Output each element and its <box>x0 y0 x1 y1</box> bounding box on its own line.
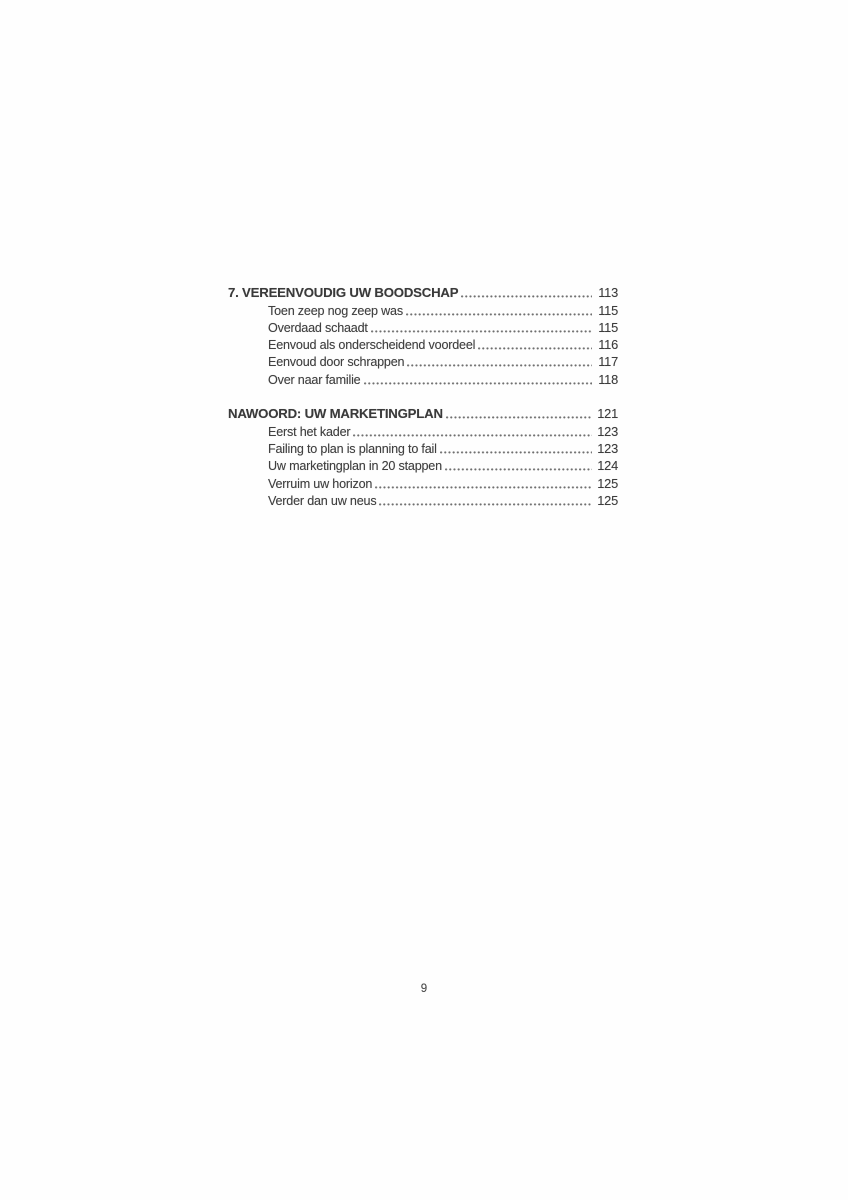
dot-leader <box>375 486 592 489</box>
dot-leader <box>478 347 592 350</box>
toc-entry-title: Verruim uw horizon <box>268 476 373 491</box>
dot-leader <box>371 330 592 333</box>
toc-entry-title: Eenvoud als onderscheidend voordeel <box>268 338 476 353</box>
toc-entry-page: 124 <box>597 458 618 474</box>
toc-chapter-page: 121 <box>597 406 618 422</box>
toc-entry-page: 125 <box>597 475 618 491</box>
toc-entry-page: 116 <box>598 337 618 353</box>
toc-entry <box>228 335 618 352</box>
dot-leader <box>446 416 592 419</box>
toc-entry-page: 115 <box>598 319 618 335</box>
toc-entry <box>228 473 618 490</box>
toc-entry <box>228 300 618 317</box>
toc-entry-page: 123 <box>597 423 618 439</box>
toc-entry-title: Failing to plan is planning to fail <box>268 441 437 456</box>
toc-entry <box>228 491 618 508</box>
page-number: 9 <box>420 983 428 995</box>
toc-entry <box>228 369 618 386</box>
toc-entry <box>228 352 618 369</box>
toc-entry-page: 123 <box>597 440 618 456</box>
dot-leader <box>445 468 592 471</box>
dot-leader <box>353 434 592 437</box>
toc-entry <box>228 421 618 438</box>
toc-chapter-row <box>228 283 618 300</box>
toc-entry-page: 117 <box>598 354 618 370</box>
dot-leader <box>440 451 592 454</box>
toc-entry-title: Over naar familie <box>268 372 361 387</box>
toc-entry-page: 115 <box>598 302 618 318</box>
toc-entry-page: 118 <box>598 371 618 387</box>
toc-entry <box>228 318 618 335</box>
toc-chapter-row <box>228 404 618 421</box>
dot-leader <box>406 313 592 316</box>
dot-leader <box>407 364 592 367</box>
toc-chapter-page: 113 <box>598 285 618 301</box>
toc-entry-title: Eerst het kader <box>268 424 351 439</box>
toc-entry-page: 125 <box>597 492 618 508</box>
toc-entry-title: Verder dan uw neus <box>268 493 377 508</box>
toc-entry-title: Eenvoud door schrappen <box>268 355 405 370</box>
toc-entry-title: Overdaad schaadt <box>268 320 368 335</box>
toc-entry <box>228 456 618 473</box>
dot-leader <box>364 382 593 385</box>
toc-section-chapter-7 <box>228 283 618 387</box>
table-of-contents <box>228 283 618 508</box>
toc-chapter-title: 7. VEREENVOUDIG UW BOODSCHAP <box>228 285 459 301</box>
dot-leader <box>461 295 592 298</box>
toc-chapter-title: NAWOORD: UW MARKETINGPLAN <box>228 406 443 422</box>
toc-entry-title: Toen zeep nog zeep was <box>268 303 403 318</box>
dot-leader <box>379 503 592 506</box>
toc-entry <box>228 439 618 456</box>
toc-entry-title: Uw marketingplan in 20 stappen <box>268 459 442 474</box>
toc-section-nawoord <box>228 404 618 508</box>
